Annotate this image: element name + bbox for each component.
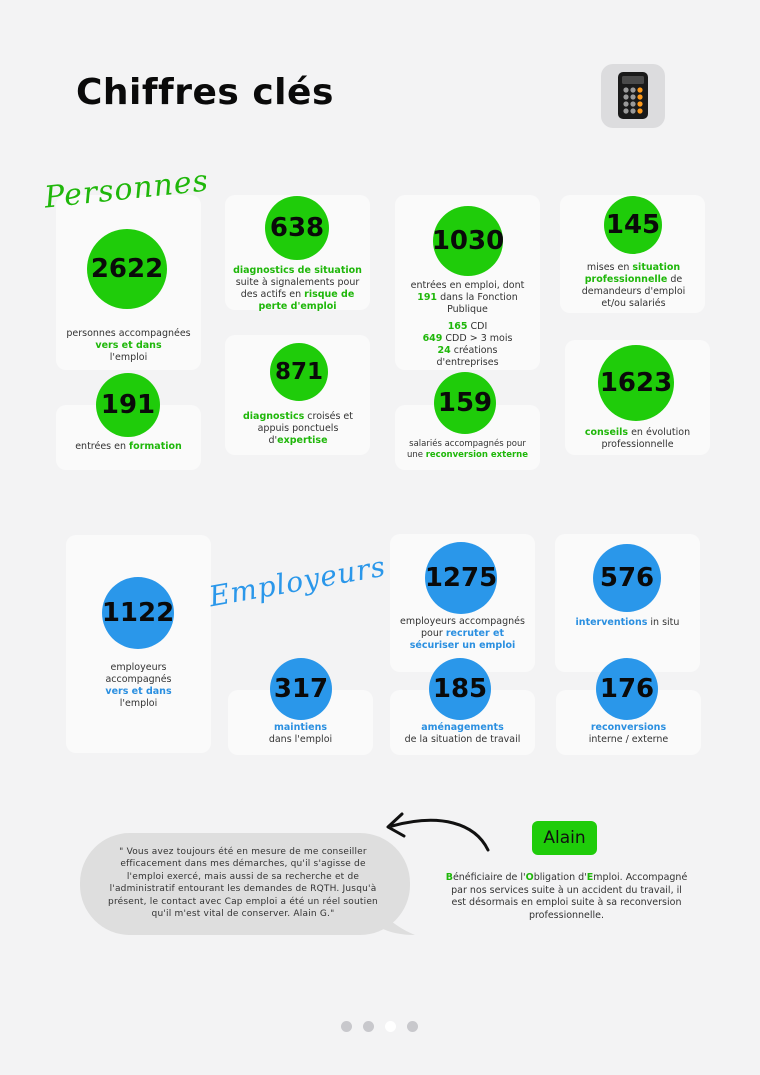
stat-description: diagnostics croisés et appuis ponctuels d'expertise xyxy=(242,411,354,446)
stat-circle: 185 xyxy=(429,658,491,720)
stat-circle: 145 xyxy=(604,196,662,254)
stat-circle: 2622 xyxy=(87,229,167,309)
stat-description: entrées en emploi, dont 191 dans la Fonction Publique xyxy=(410,280,525,315)
stat-circle: 871 xyxy=(270,343,328,401)
stat-description: aménagements de la situation de travail xyxy=(404,722,521,745)
stat-description: entrées en formation xyxy=(75,441,182,452)
stat-circle: 1030 xyxy=(433,206,503,276)
stat-description: mises en situation professionnelle de demandeurs d'emploi et/ou salariés xyxy=(581,262,686,309)
stat-circle: 1122 xyxy=(102,577,174,649)
page-title: Chiffres clés xyxy=(76,72,334,113)
testimonial-description: Bénéficiaire de l'Obligation d'Emploi. Accompagné par nos services suite à un accident du travail, il est désormais en emploi suite à sa reconversion professionnelle. xyxy=(445,872,688,921)
stat-description: conseils en évolution professionnelle xyxy=(584,427,691,450)
stat-description: maintiens dans l'emploi xyxy=(268,722,333,745)
testimonial-name-badge: Alain xyxy=(532,821,597,855)
pagination-dot[interactable] xyxy=(407,1021,418,1032)
stat-circle: 176 xyxy=(596,658,658,720)
stat-circle: 317 xyxy=(270,658,332,720)
stat-breakdown: 165 CDI 649 CDD > 3 mois 24 créations d'entreprises xyxy=(422,321,513,368)
stat-description: reconversions interne / externe xyxy=(588,722,669,745)
calculator-icon xyxy=(601,64,665,128)
section-label-employeurs: Employeurs xyxy=(206,549,389,614)
stat-description: diagnostics de situation suite à signalements pour des actifs en risque de perte d'emploi xyxy=(233,265,362,312)
section-label-personnes: Personnes xyxy=(42,163,211,216)
stat-description: salariés accompagnés pour une reconversion externe xyxy=(406,439,528,460)
pagination-dot[interactable] xyxy=(341,1021,352,1032)
pagination-dot[interactable] xyxy=(363,1021,374,1032)
arrow-icon xyxy=(380,808,495,856)
stat-description: employeurs accompagnés pour recruter et sécuriser un emploi xyxy=(400,616,525,651)
stat-description: interventions in situ xyxy=(575,617,680,628)
stat-circle: 159 xyxy=(434,372,496,434)
testimonial-quote: " Vous avez toujours été en mesure de me conseiller efficacement dans mes démarches, qu'il s'agisse de l'emploi exercé, mais aussi de sa recherche et de l'administratif entourant les demandes de RQTH. Jusqu'à présent, le contact avec Cap emploi a été un réel soutien qu'il m'est vital de conserver. Alain G." xyxy=(108,847,378,920)
pagination-dot-active[interactable] xyxy=(385,1021,396,1032)
stat-circle: 638 xyxy=(265,196,329,260)
stat-circle: 576 xyxy=(593,544,661,612)
stat-circle: 1275 xyxy=(425,542,497,614)
stat-circle: 191 xyxy=(96,373,160,437)
stat-circle: 1623 xyxy=(598,345,674,421)
stat-description: personnes accompagnées vers et dans l'emploi xyxy=(66,328,191,363)
stat-description: employeurs accompagnés vers et dans l'emploi xyxy=(105,662,172,709)
